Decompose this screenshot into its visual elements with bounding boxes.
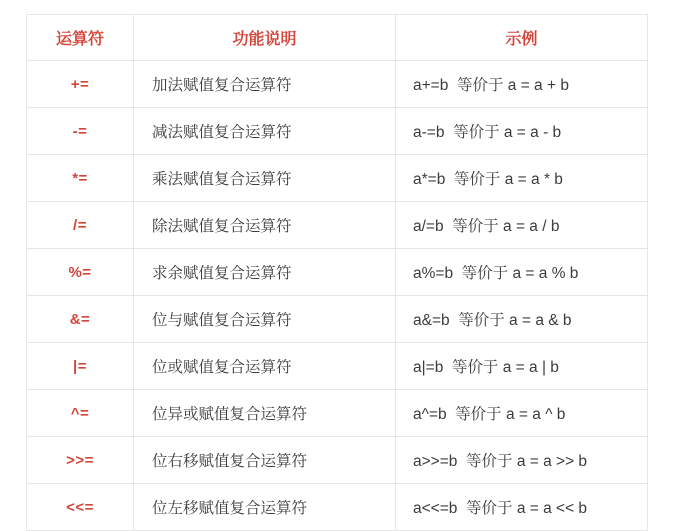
- compound-assignment-operators-table: [26, 14, 648, 531]
- operator-cell: >>=: [27, 437, 134, 484]
- table-row: [27, 437, 648, 484]
- example-cell: a%=b 等价于 a = a % b: [396, 249, 648, 296]
- description-cell: 求余赋值复合运算符: [134, 249, 396, 296]
- operator-cell: ^=: [27, 390, 134, 437]
- description-cell: 位右移赋值复合运算符: [134, 437, 396, 484]
- table-row: [27, 249, 648, 296]
- example-cell: a+=b 等价于 a = a + b: [396, 61, 648, 108]
- operator-cell: -=: [27, 108, 134, 155]
- example-cell: a>>=b 等价于 a = a >> b: [396, 437, 648, 484]
- table-row: [27, 296, 648, 343]
- example-cell: a-=b 等价于 a = a - b: [396, 108, 648, 155]
- table-row: [27, 343, 648, 390]
- description-cell: 乘法赋值复合运算符: [134, 155, 396, 202]
- header-description: 功能说明: [134, 15, 396, 61]
- header-operator: 运算符: [27, 15, 134, 61]
- operator-cell: *=: [27, 155, 134, 202]
- description-cell: 减法赋值复合运算符: [134, 108, 396, 155]
- table-row: [27, 484, 648, 531]
- operator-cell: +=: [27, 61, 134, 108]
- example-cell: a|=b 等价于 a = a | b: [396, 343, 648, 390]
- header-example: 示例: [396, 15, 648, 61]
- description-cell: 除法赋值复合运算符: [134, 202, 396, 249]
- operator-cell: |=: [27, 343, 134, 390]
- header-row: [27, 15, 648, 61]
- table-row: [27, 61, 648, 108]
- example-cell: a<<=b 等价于 a = a << b: [396, 484, 648, 531]
- description-cell: 位与赋值复合运算符: [134, 296, 396, 343]
- operator-cell: /=: [27, 202, 134, 249]
- description-cell: 位异或赋值复合运算符: [134, 390, 396, 437]
- example-cell: a/=b 等价于 a = a / b: [396, 202, 648, 249]
- operator-cell: %=: [27, 249, 134, 296]
- description-cell: 位左移赋值复合运算符: [134, 484, 396, 531]
- example-cell: a&=b 等价于 a = a & b: [396, 296, 648, 343]
- table-row: [27, 202, 648, 249]
- operator-cell: <<=: [27, 484, 134, 531]
- description-cell: 加法赋值复合运算符: [134, 61, 396, 108]
- example-cell: a^=b 等价于 a = a ^ b: [396, 390, 648, 437]
- description-cell: 位或赋值复合运算符: [134, 343, 396, 390]
- table-row: [27, 108, 648, 155]
- operator-cell: &=: [27, 296, 134, 343]
- table-row: [27, 390, 648, 437]
- table-row: [27, 155, 648, 202]
- example-cell: a*=b 等价于 a = a * b: [396, 155, 648, 202]
